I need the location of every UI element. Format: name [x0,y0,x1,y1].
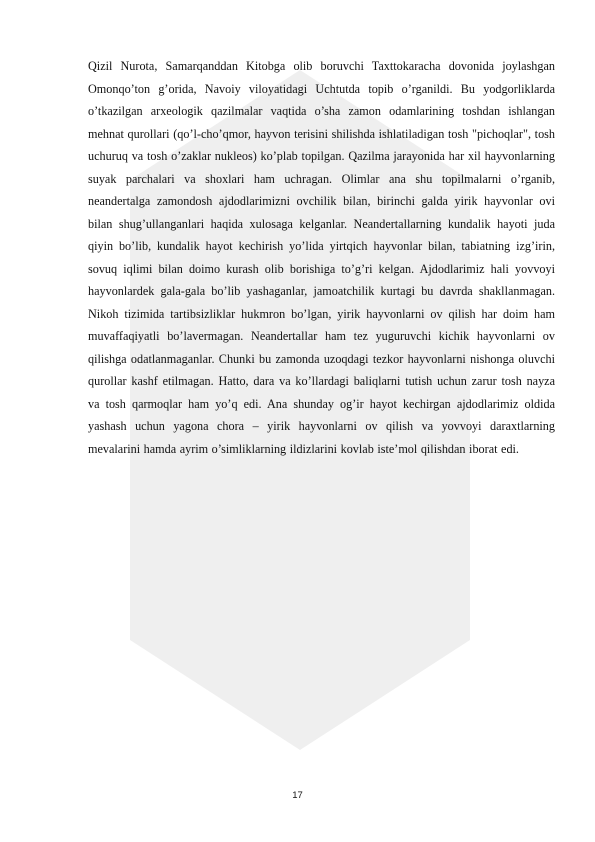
body-paragraph: Qizil Nurota, Samarqanddan Kitobga olib boruvchi Taxttokaracha dovonida joylashgan Omonqo’ton g’orida, Navoiy viloyatidagi Uchtutda topib o’rganildi. Bu yodgorliklarda o’tkazilgan arxeologik qazilmalar vaqtida o’sha zamon odamlarining toshdan ishlangan mehnat qurollari (qo’l-cho’qmor, hayvon terisini shilishda ishlatiladigan tosh "pichoqlar", tosh uchuruq va tosh o’zaklar nukleos) ko’plab topilgan. Qazilma jarayonida har xil hayvonlarning suyak parchalari va shoxlari ham uchragan. Olimlar ana shu topilmalarni o’rganib, neandertalga zamondosh ajdodlarimizni ovchilik bilan, birinchi galda yirik hayvonlar ovi bilan shug’ullanganlari haqida xulosaga kelganlar. Neandertallarning kundalik hayoti juda qiyin bo’lib, kundalik hayot kechirish yo’lida yirtqich hayvonlar bilan, tabiatning izg’irin, sovuq iqlimi bilan doimo kurash olib borishiga to’g’ri kelgan. Ajdodlarimiz hali yovvoyi hayvonlardek gala-gala bo’lib yashaganlar, jamoatchilik kurtagi bu davrda shakllanmagan. Nikoh tizimida tartibsizliklar hukmron bo’lgan, yirik hayvonlarni ov qilish har doim ham muvaffaqiyatli bo’lavermagan. Neandertallar ham tez yuguruvchi kichik hayvonlarni ov qilishga odatlanmaganlar. Chunki bu zamonda uzoqdagi tezkor hayvonlarni nishonga oluvchi qurollar kashf etilmagan. Hatto, dara va ko’llardagi baliqlarni tutish uchun zarur tosh nayza va tosh qarmoqlar ham yo’q edi. Ana shunday og’ir hayot kechirgan ajdodlarimiz oldida yashash uchun yagona chora – yirik hayvonlarni ov qilish va yovvoyi daraxtlarning mevalarini hamda ayrim o’simliklarning ildizlarini kovlab iste’mol qilishdan iborat edi. [88,59,555,456]
page-number: 17 [292,790,303,801]
